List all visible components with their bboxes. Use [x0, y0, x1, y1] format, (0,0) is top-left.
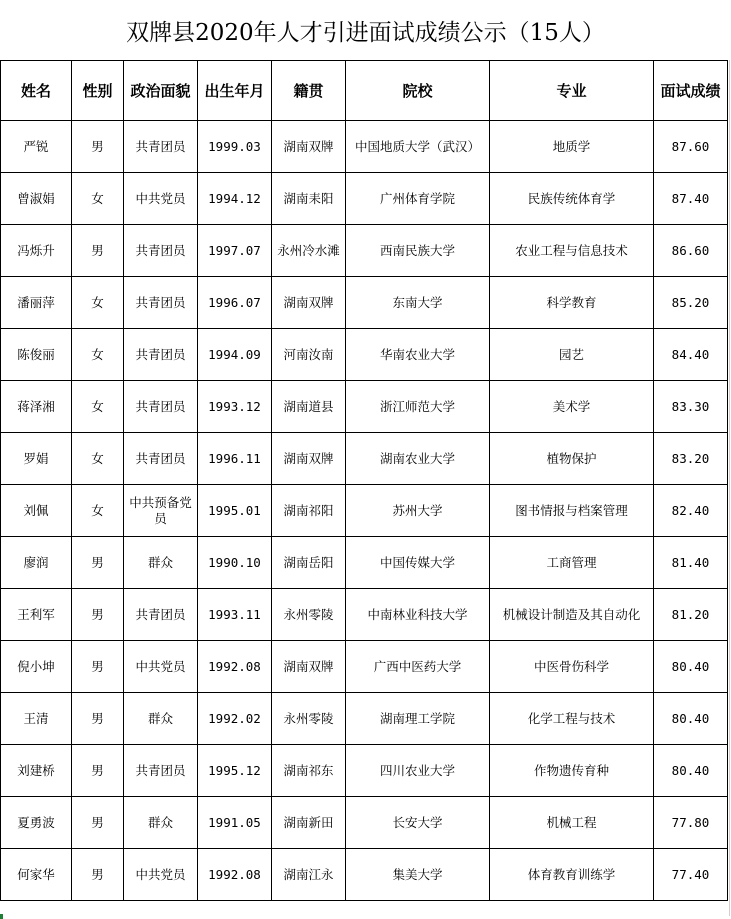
- cell-birth-date: 1994.12: [198, 173, 272, 225]
- cell-major: 工商管理: [490, 537, 654, 589]
- cell-score: 87.60: [654, 121, 728, 173]
- cell-native-place: 湖南双牌: [272, 433, 346, 485]
- cell-political-status: 共青团员: [124, 589, 198, 641]
- cell-name: 王清: [1, 693, 72, 745]
- cell-school: 湖南理工学院: [346, 693, 490, 745]
- cell-political-status: 共青团员: [124, 433, 198, 485]
- header-major: 专业: [490, 61, 654, 121]
- header-school: 院校: [346, 61, 490, 121]
- cell-political-status: 中共预备党员: [124, 485, 198, 537]
- cell-score: 81.20: [654, 589, 728, 641]
- cell-major: 农业工程与信息技术: [490, 225, 654, 277]
- cell-native-place: 湖南江永: [272, 849, 346, 901]
- cell-school: 广西中医药大学: [346, 641, 490, 693]
- cell-score: 83.20: [654, 433, 728, 485]
- cell-political-status: 共青团员: [124, 745, 198, 797]
- cell-gender: 女: [72, 173, 124, 225]
- cell-major: 美术学: [490, 381, 654, 433]
- cell-gender: 女: [72, 433, 124, 485]
- cell-name: 倪小坤: [1, 641, 72, 693]
- cell-name: 廖润: [1, 537, 72, 589]
- cell-score: 77.40: [654, 849, 728, 901]
- table-row: [1, 121, 728, 173]
- cell-gender: 男: [72, 797, 124, 849]
- cell-birth-date: 1993.12: [198, 381, 272, 433]
- table-row: [1, 641, 728, 693]
- cell-birth-date: 1992.08: [198, 641, 272, 693]
- cell-political-status: 中共党员: [124, 173, 198, 225]
- cell-major: 地质学: [490, 121, 654, 173]
- cell-political-status: 中共党员: [124, 849, 198, 901]
- cell-school: 四川农业大学: [346, 745, 490, 797]
- cell-name: 刘佩: [1, 485, 72, 537]
- cell-school: 浙江师范大学: [346, 381, 490, 433]
- cell-political-status: 共青团员: [124, 277, 198, 329]
- cell-school: 中国传媒大学: [346, 537, 490, 589]
- cell-birth-date: 1993.11: [198, 589, 272, 641]
- cell-name: 陈俊丽: [1, 329, 72, 381]
- cell-birth-date: 1996.07: [198, 277, 272, 329]
- cell-school: 湖南农业大学: [346, 433, 490, 485]
- cell-name: 王利军: [1, 589, 72, 641]
- cell-school: 长安大学: [346, 797, 490, 849]
- cell-native-place: 湖南耒阳: [272, 173, 346, 225]
- table-row: [1, 329, 728, 381]
- cell-political-status: 群众: [124, 693, 198, 745]
- cell-major: 体育教育训练学: [490, 849, 654, 901]
- header-name: 姓名: [1, 61, 72, 121]
- cell-birth-date: 1999.03: [198, 121, 272, 173]
- cell-score: 84.40: [654, 329, 728, 381]
- cell-score: 86.60: [654, 225, 728, 277]
- table-row: [1, 173, 728, 225]
- cell-birth-date: 1994.09: [198, 329, 272, 381]
- cell-native-place: 永州零陵: [272, 693, 346, 745]
- cell-gender: 女: [72, 277, 124, 329]
- cell-school: 中国地质大学（武汉）: [346, 121, 490, 173]
- cell-gender: 男: [72, 121, 124, 173]
- cell-score: 87.40: [654, 173, 728, 225]
- table-row: [1, 849, 728, 901]
- cell-political-status: 共青团员: [124, 225, 198, 277]
- table-row: [1, 797, 728, 849]
- cell-school: 苏州大学: [346, 485, 490, 537]
- cell-native-place: 河南汝南: [272, 329, 346, 381]
- cell-name: 潘丽萍: [1, 277, 72, 329]
- cell-gender: 男: [72, 225, 124, 277]
- header-score: 面试成绩: [654, 61, 728, 121]
- table-row: [1, 589, 728, 641]
- cell-school: 中南林业科技大学: [346, 589, 490, 641]
- cell-native-place: 湖南双牌: [272, 641, 346, 693]
- cell-selection-marker: [0, 914, 3, 919]
- table-row: [1, 485, 728, 537]
- page-title: 双牌县2020年人才引进面试成绩公示（15人）: [126, 19, 605, 46]
- cell-school: 华南农业大学: [346, 329, 490, 381]
- table-row: [1, 225, 728, 277]
- cell-native-place: 永州冷水滩: [272, 225, 346, 277]
- header-native-place: 籍贯: [272, 61, 346, 121]
- cell-birth-date: 1991.05: [198, 797, 272, 849]
- table-body: [1, 121, 728, 901]
- cell-score: 80.40: [654, 693, 728, 745]
- cell-birth-date: 1995.01: [198, 485, 272, 537]
- cell-native-place: 湖南新田: [272, 797, 346, 849]
- cell-native-place: 湖南岳阳: [272, 537, 346, 589]
- table-row: [1, 277, 728, 329]
- cell-score: 81.40: [654, 537, 728, 589]
- cell-native-place: 永州零陵: [272, 589, 346, 641]
- cell-score: 80.40: [654, 745, 728, 797]
- cell-major: 植物保护: [490, 433, 654, 485]
- cell-gender: 女: [72, 329, 124, 381]
- table-row: [1, 537, 728, 589]
- cell-name: 刘建桥: [1, 745, 72, 797]
- cell-birth-date: 1997.07: [198, 225, 272, 277]
- cell-score: 83.30: [654, 381, 728, 433]
- cell-major: 民族传统体育学: [490, 173, 654, 225]
- cell-name: 何家华: [1, 849, 72, 901]
- cell-native-place: 湖南双牌: [272, 121, 346, 173]
- cell-major: 机械工程: [490, 797, 654, 849]
- cell-native-place: 湖南祁东: [272, 745, 346, 797]
- cell-native-place: 湖南祁阳: [272, 485, 346, 537]
- table-row: [1, 433, 728, 485]
- cell-native-place: 湖南双牌: [272, 277, 346, 329]
- cell-school: 西南民族大学: [346, 225, 490, 277]
- cell-gender: 男: [72, 745, 124, 797]
- cell-score: 77.80: [654, 797, 728, 849]
- cell-name: 严锐: [1, 121, 72, 173]
- cell-name: 蒋泽湘: [1, 381, 72, 433]
- cell-name: 曾淑娟: [1, 173, 72, 225]
- cell-school: 集美大学: [346, 849, 490, 901]
- cell-political-status: 群众: [124, 537, 198, 589]
- cell-gender: 男: [72, 693, 124, 745]
- cell-gender: 男: [72, 641, 124, 693]
- cell-birth-date: 1992.08: [198, 849, 272, 901]
- cell-political-status: 共青团员: [124, 121, 198, 173]
- header-row: [1, 61, 728, 121]
- cell-birth-date: 1990.10: [198, 537, 272, 589]
- cell-birth-date: 1996.11: [198, 433, 272, 485]
- cell-native-place: 湖南道县: [272, 381, 346, 433]
- table-row: [1, 745, 728, 797]
- cell-score: 82.40: [654, 485, 728, 537]
- cell-major: 中医骨伤科学: [490, 641, 654, 693]
- cell-score: 80.40: [654, 641, 728, 693]
- cell-gender: 男: [72, 537, 124, 589]
- results-table: [0, 60, 728, 901]
- cell-gender: 女: [72, 485, 124, 537]
- cell-major: 化学工程与技术: [490, 693, 654, 745]
- cell-name: 夏勇波: [1, 797, 72, 849]
- cell-birth-date: 1995.12: [198, 745, 272, 797]
- sheet-gridline: [729, 60, 730, 916]
- cell-political-status: 中共党员: [124, 641, 198, 693]
- cell-birth-date: 1992.02: [198, 693, 272, 745]
- header-birth-date: 出生年月: [198, 61, 272, 121]
- cell-score: 85.20: [654, 277, 728, 329]
- cell-gender: 女: [72, 381, 124, 433]
- cell-political-status: 共青团员: [124, 329, 198, 381]
- cell-name: 罗娟: [1, 433, 72, 485]
- cell-major: 作物遗传育种: [490, 745, 654, 797]
- cell-major: 图书情报与档案管理: [490, 485, 654, 537]
- header-political-status: 政治面貌: [124, 61, 198, 121]
- cell-political-status: 共青团员: [124, 381, 198, 433]
- cell-major: 园艺: [490, 329, 654, 381]
- cell-political-status: 群众: [124, 797, 198, 849]
- table-row: [1, 381, 728, 433]
- cell-gender: 男: [72, 849, 124, 901]
- cell-gender: 男: [72, 589, 124, 641]
- cell-major: 科学教育: [490, 277, 654, 329]
- header-gender: 性别: [72, 61, 124, 121]
- table-row: [1, 693, 728, 745]
- cell-name: 冯烁升: [1, 225, 72, 277]
- cell-school: 广州体育学院: [346, 173, 490, 225]
- cell-school: 东南大学: [346, 277, 490, 329]
- cell-major: 机械设计制造及其自动化: [490, 589, 654, 641]
